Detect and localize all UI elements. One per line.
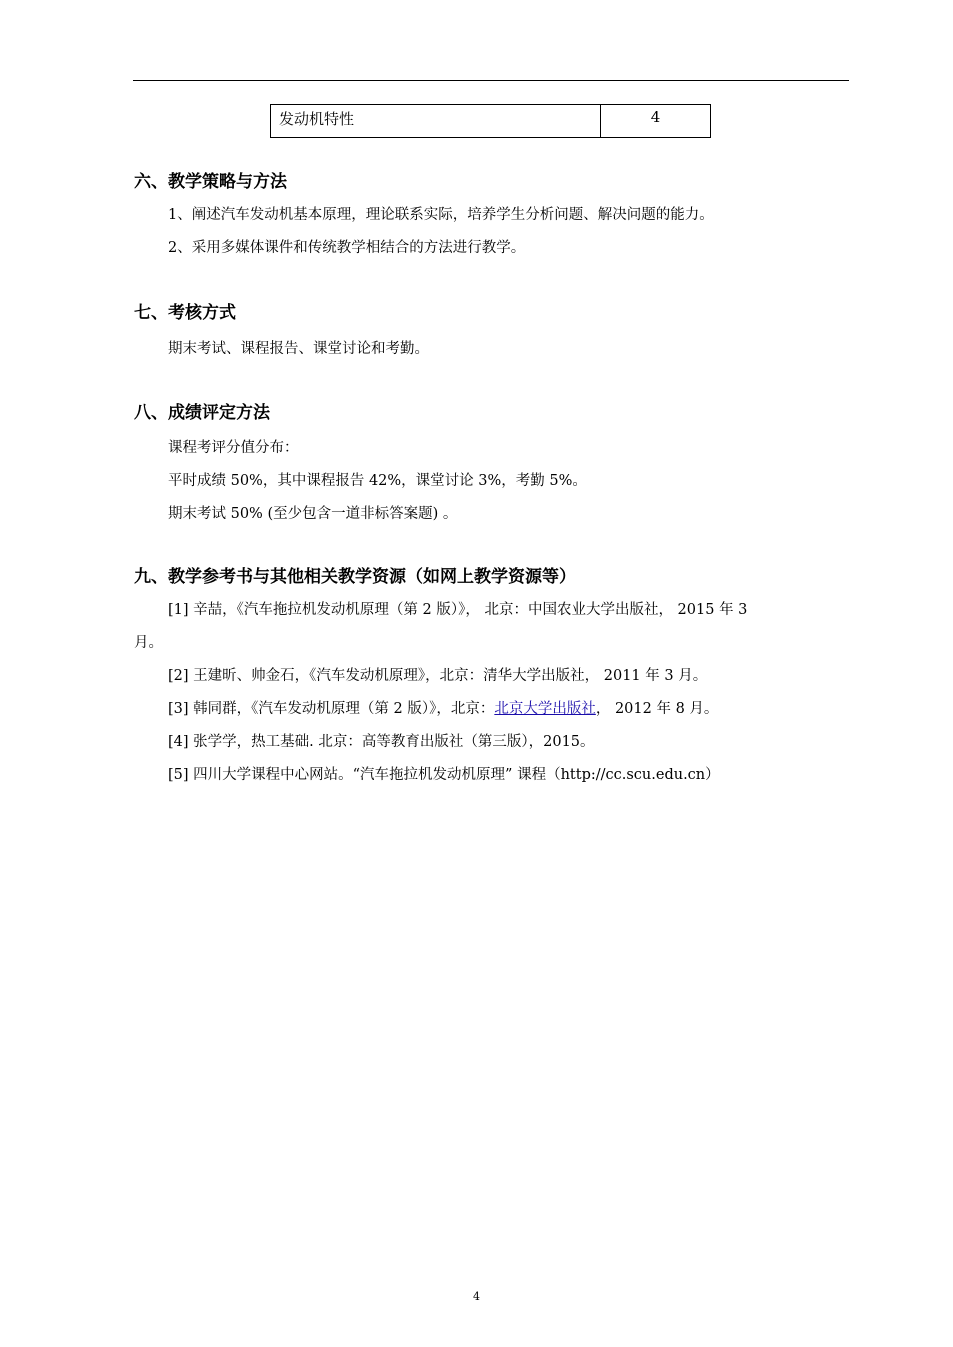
list-item: 1、阐述汽车发动机基本原理，理论联系实际，培养学生分析问题、解决问题的能力。	[168, 207, 714, 223]
paragraph: 期末考试 50% (至少包含一道非标答案题) 。	[168, 506, 458, 522]
reference-text: [3] 韩同群，《汽车发动机原理（第 2 版）》，北京：	[168, 701, 495, 717]
section-heading: 八、成绩评定方法	[134, 403, 270, 423]
reference-item: [4] 张学学，热工基础. 北京：高等教育出版社（第三版），2015。	[168, 734, 595, 750]
page-number: 4	[473, 1290, 480, 1303]
paragraph: 课程考评分值分布：	[168, 440, 299, 456]
reference-item: [5] 四川大学课程中心网站。“汽车拖拉机发动机原理” 课程（http://cc.scu.edu.cn）	[168, 767, 720, 783]
list-item: 2、采用多媒体课件和传统教学相结合的方法进行教学。	[168, 240, 526, 256]
section-teaching-strategy	[134, 169, 850, 265]
section-references	[134, 564, 850, 792]
header-rule	[133, 80, 849, 81]
course-hours-table	[270, 104, 711, 138]
reference-item-continuation: 月。	[134, 635, 163, 651]
section-grading	[134, 400, 850, 531]
publisher-link[interactable]: 北京大学出版社	[494, 701, 596, 717]
section-heading: 七、考核方式	[134, 303, 236, 323]
table-cell-hours: 4	[601, 105, 711, 138]
reference-item	[134, 693, 850, 726]
paragraph: 平时成绩 50%，其中课程报告 42%，课堂讨论 3%，考勤 5%。	[168, 473, 587, 489]
section-heading: 九、教学参考书与其他相关教学资源（如网上教学资源等）	[134, 567, 576, 587]
table-row	[271, 105, 711, 138]
reference-text: ， 2012 年 8 月。	[595, 701, 719, 717]
paragraph: 期末考试、课程报告、课堂讨论和考勤。	[168, 341, 429, 357]
reference-item: [1] 辛喆，《汽车拖拉机发动机原理（第 2 版）》， 北京：中国农业大学出版社， 2015 年 3	[168, 602, 748, 618]
section-heading: 六、教学策略与方法	[134, 172, 287, 192]
reference-item: [2] 王建昕、帅金石，《汽车发动机原理》，北京：清华大学出版社， 2011 年 3 月。	[168, 668, 708, 684]
table-cell-topic: 发动机特性	[271, 105, 601, 138]
section-assessment	[134, 300, 850, 366]
